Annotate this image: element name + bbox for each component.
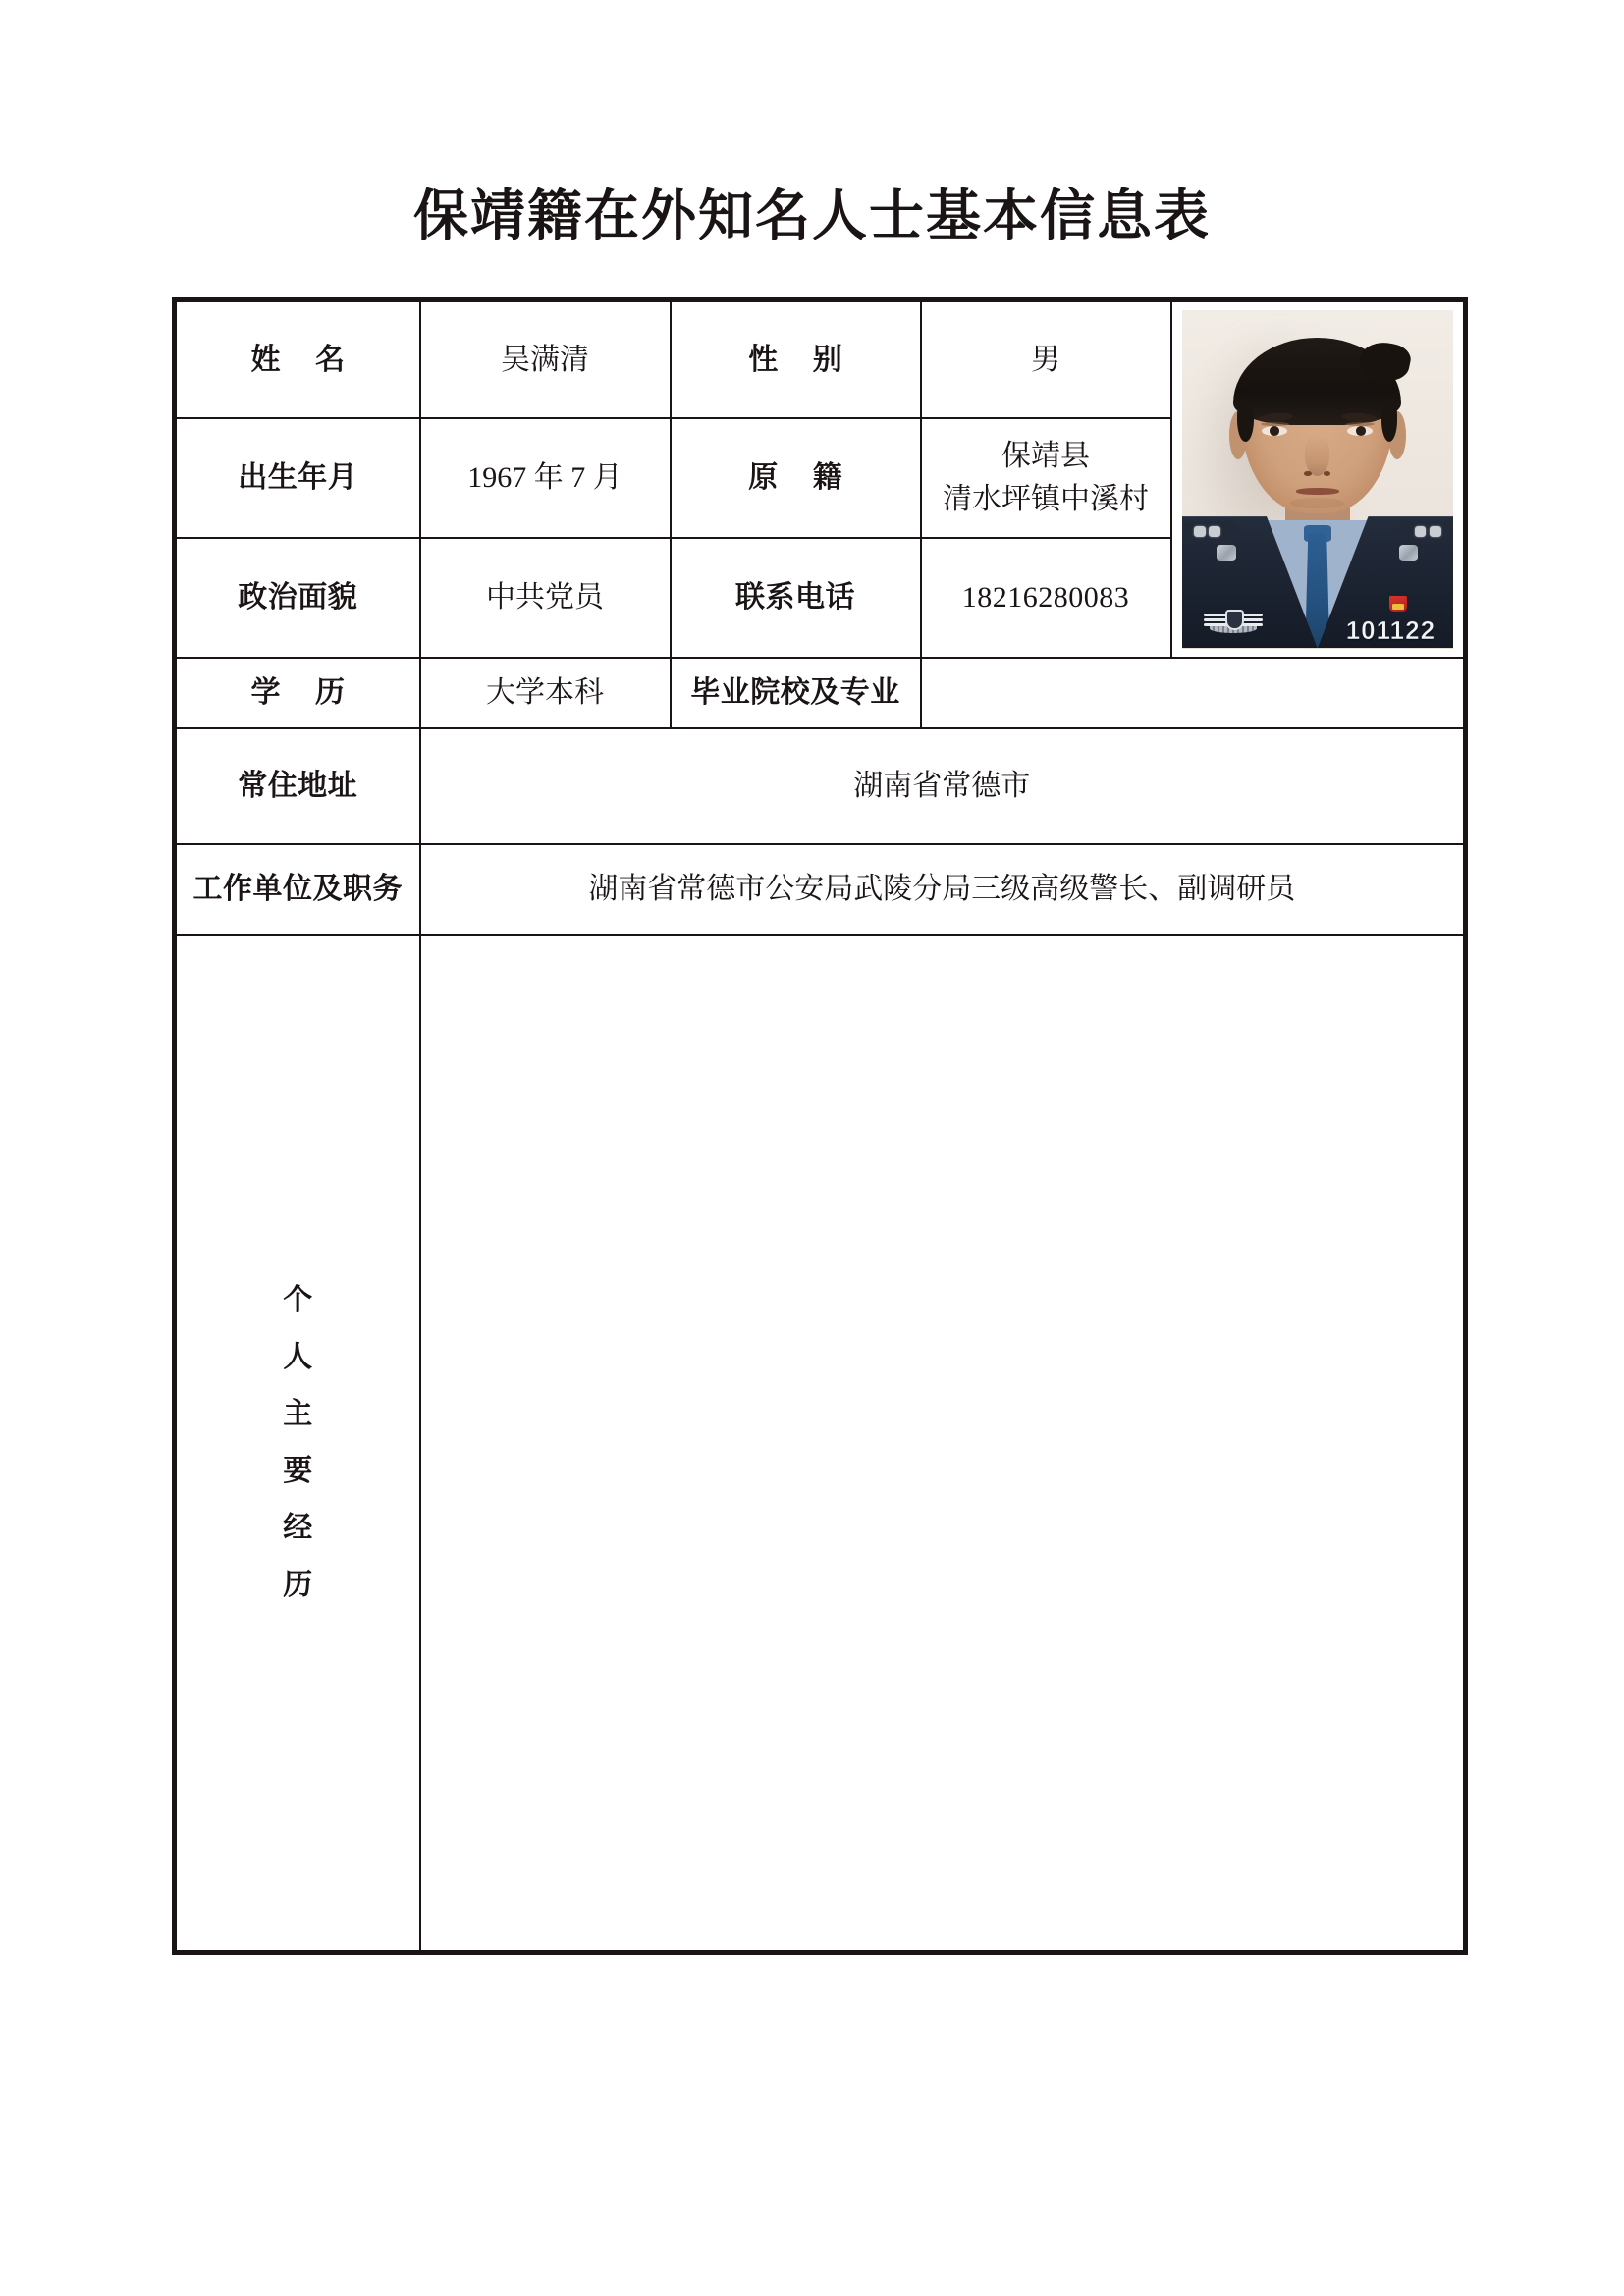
label-school-major: 毕业院校及专业 [671, 658, 921, 728]
table-row-address [175, 728, 1466, 844]
table-row-name [175, 300, 1466, 418]
page-title: 保靖籍在外知名人士基本信息表 [413, 187, 1211, 247]
label-phone: 联系电话 [671, 538, 921, 658]
value-origin [921, 418, 1171, 538]
value-work-unit-position: 湖南省常德市公安局武陵分局三级高级警长、副调研员 [420, 844, 1466, 935]
label-char-5: 历 [283, 1569, 313, 1602]
label-personal-experience-vertical [177, 1272, 419, 1614]
value-school-major [921, 658, 1466, 728]
value-origin-line1: 保靖县 [1001, 440, 1090, 472]
label-char-3: 要 [283, 1455, 313, 1488]
portrait-illustration [1182, 310, 1454, 649]
value-address: 湖南省常德市 [420, 728, 1466, 844]
label-education: 学 历 [175, 658, 420, 728]
value-gender: 男 [921, 300, 1171, 418]
value-origin-line2: 清水坪镇中溪村 [943, 482, 1149, 515]
label-char-4: 经 [283, 1512, 313, 1545]
party-emblem-badge [1389, 596, 1407, 612]
label-address: 常住地址 [175, 728, 420, 844]
value-phone: 18216280083 [921, 538, 1171, 658]
personal-info-table [172, 297, 1468, 1955]
value-political-status: 中共党员 [420, 538, 671, 658]
value-birth-date: 1967 年 7 月 [420, 418, 671, 538]
value-name: 吴满清 [420, 300, 671, 418]
label-personal-experience [175, 935, 420, 1953]
table-row-education [175, 658, 1466, 728]
label-char-0: 个 [283, 1284, 313, 1317]
table-row-work [175, 844, 1466, 935]
table-row-experience [175, 935, 1466, 1953]
label-char-1: 人 [283, 1341, 313, 1374]
label-origin: 原 籍 [671, 418, 921, 538]
portrait-photo-cell [1171, 300, 1466, 658]
label-name: 姓 名 [175, 300, 420, 418]
police-chest-emblem [1204, 612, 1264, 633]
label-gender: 性 别 [671, 300, 921, 418]
value-education: 大学本科 [420, 658, 671, 728]
label-birth-date: 出生年月 [175, 418, 420, 538]
portrait-photo [1182, 310, 1454, 649]
label-char-2: 主 [283, 1398, 313, 1431]
police-badge-number: 101122 [1345, 615, 1436, 646]
label-work-unit-position: 工作单位及职务 [175, 844, 420, 935]
label-political-status: 政治面貌 [175, 538, 420, 658]
value-personal-experience [420, 935, 1466, 1953]
